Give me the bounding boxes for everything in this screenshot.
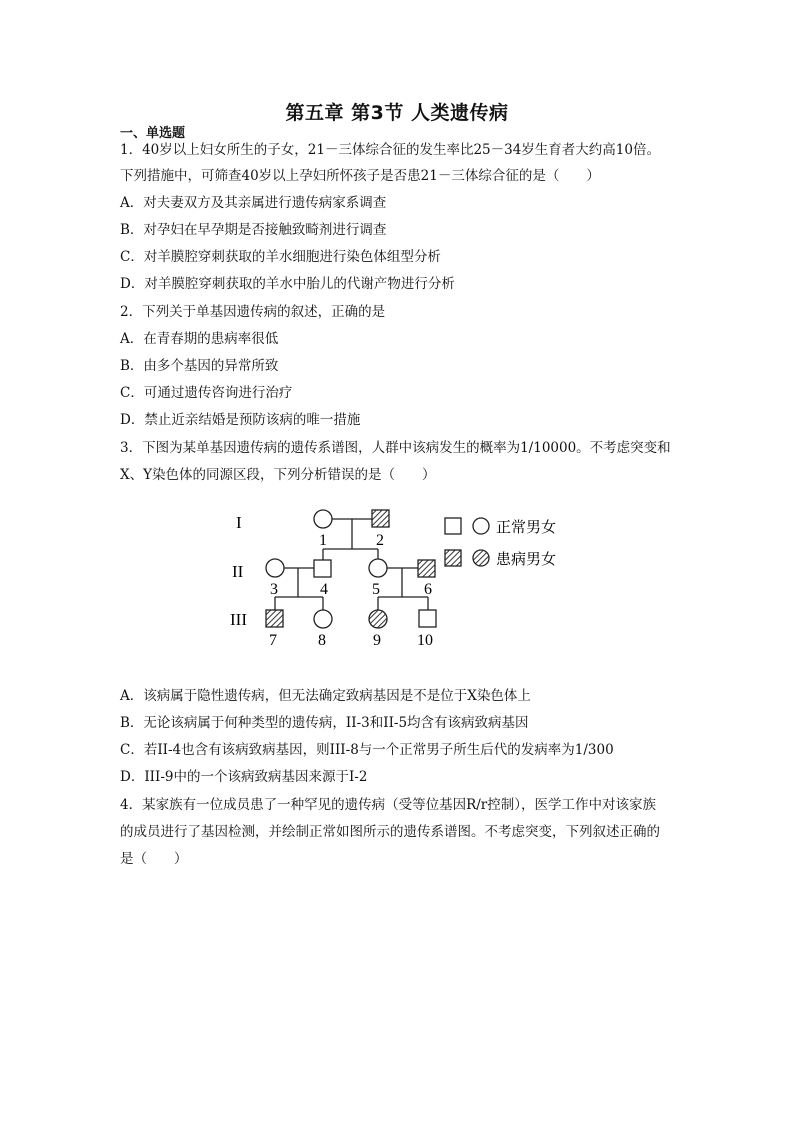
legend-normal-label: 正常男女 (496, 520, 557, 536)
q1-stem-line1: 1．40岁以上妇女所生的子女，21－三体综合征的发生率比25－34岁生育者大约高10倍。 (120, 142, 660, 158)
pedigree-chart (228, 505, 578, 655)
q2-option-c: C．可通过遗传咨询进行治疗 (120, 385, 293, 401)
legend-affected-female-icon (473, 550, 489, 566)
individual-iii7-affected-male (266, 610, 283, 627)
individual-ii5-normal-female (369, 559, 387, 577)
individual-ii6-affected-male (418, 560, 435, 577)
individual-iii10-normal-male (419, 610, 436, 627)
q2-option-b: B．由多个基因的异常所致 (120, 358, 279, 374)
legend-normal-male-icon (445, 518, 461, 534)
legend-affected-male-icon (445, 550, 461, 566)
label-ii4: 4 (320, 581, 328, 598)
q3-option-b: B．无论该病属于何种类型的遗传病，II-3和II-5均含有该病致病基因 (120, 715, 529, 731)
gen-label-ii: II (232, 562, 244, 581)
label-i1: 1 (319, 532, 327, 549)
q3-option-d: D．III-9中的一个该病致病基因来源于I-2 (120, 769, 368, 785)
gen-label-iii: III (230, 610, 247, 629)
q1-option-d: D．对羊膜腔穿刺获取的羊水中胎儿的代谢产物进行分析 (120, 276, 455, 292)
label-i2: 2 (376, 532, 384, 549)
q1-option-a: A．对夫妻双方及其亲属进行遗传病家系调查 (120, 195, 387, 211)
label-iii9: 9 (373, 632, 381, 649)
individual-ii3-normal-female (266, 559, 284, 577)
legend-normal-female-icon (473, 518, 489, 534)
q4-stem-line3: 是（ ） (120, 851, 188, 867)
gen-label-i: I (236, 513, 242, 532)
q4-stem-line2: 的成员进行了基因检测，并绘制正常如图所示的遗传系谱图。不考虑突变，下列叙述正确的 (120, 824, 660, 840)
q4-stem-line1: 4．某家族有一位成员患了一种罕见的遗传病（受等位基因R/r控制），医学工作中对该家族 (120, 797, 657, 813)
label-ii5: 5 (372, 581, 380, 598)
q3-option-a: A．该病属于隐性遗传病，但无法确定致病基因是不是位于X染色体上 (120, 688, 531, 704)
label-iii10: 10 (417, 632, 433, 649)
legend-affected-label: 患病男女 (496, 552, 557, 568)
q3-stem-line1: 3．下图为某单基因遗传病的遗传系谱图，人群中该病发生的概率为1/10000。不考虑突变和 (120, 440, 671, 456)
individual-i1-normal-female (314, 510, 332, 528)
pedigree-lines (275, 519, 428, 610)
label-iii8: 8 (318, 632, 326, 649)
q2-option-d: D．禁止近亲结婚是预防该病的唯一措施 (120, 412, 361, 428)
q2-option-a: A．在青春期的患病率很低 (120, 331, 279, 347)
q1-option-c: C．对羊膜腔穿刺获取的羊水细胞进行染色体组型分析 (120, 249, 441, 265)
q2-stem: 2．下列关于单基因遗传病的叙述，正确的是 (120, 304, 386, 320)
individual-iii8-normal-female (314, 610, 332, 628)
individual-iii9-affected-female (369, 610, 387, 628)
q3-stem-line2: X、Y染色体的同源区段，下列分析错误的是（ ） (120, 467, 436, 483)
section-heading: 一、单选题 (120, 126, 186, 141)
individual-ii4-normal-male (314, 560, 331, 577)
label-ii3: 3 (270, 581, 278, 598)
q1-stem-line2: 下列措施中，可筛查40岁以上孕妇所怀孩子是否患21－三体综合征的是（ ） (120, 168, 600, 184)
label-ii6: 6 (424, 581, 432, 598)
individual-i2-affected-male (372, 510, 389, 527)
page-title: 第五章 第3节 人类遗传病 (285, 102, 509, 124)
q1-option-b: B．对孕妇在早孕期是否接触致畸剂进行调查 (120, 222, 387, 238)
q3-option-c: C．若II-4也含有该病致病基因，则III-8与一个正常男子所生后代的发病率为1/300 (120, 742, 614, 758)
label-iii7: 7 (269, 632, 277, 649)
